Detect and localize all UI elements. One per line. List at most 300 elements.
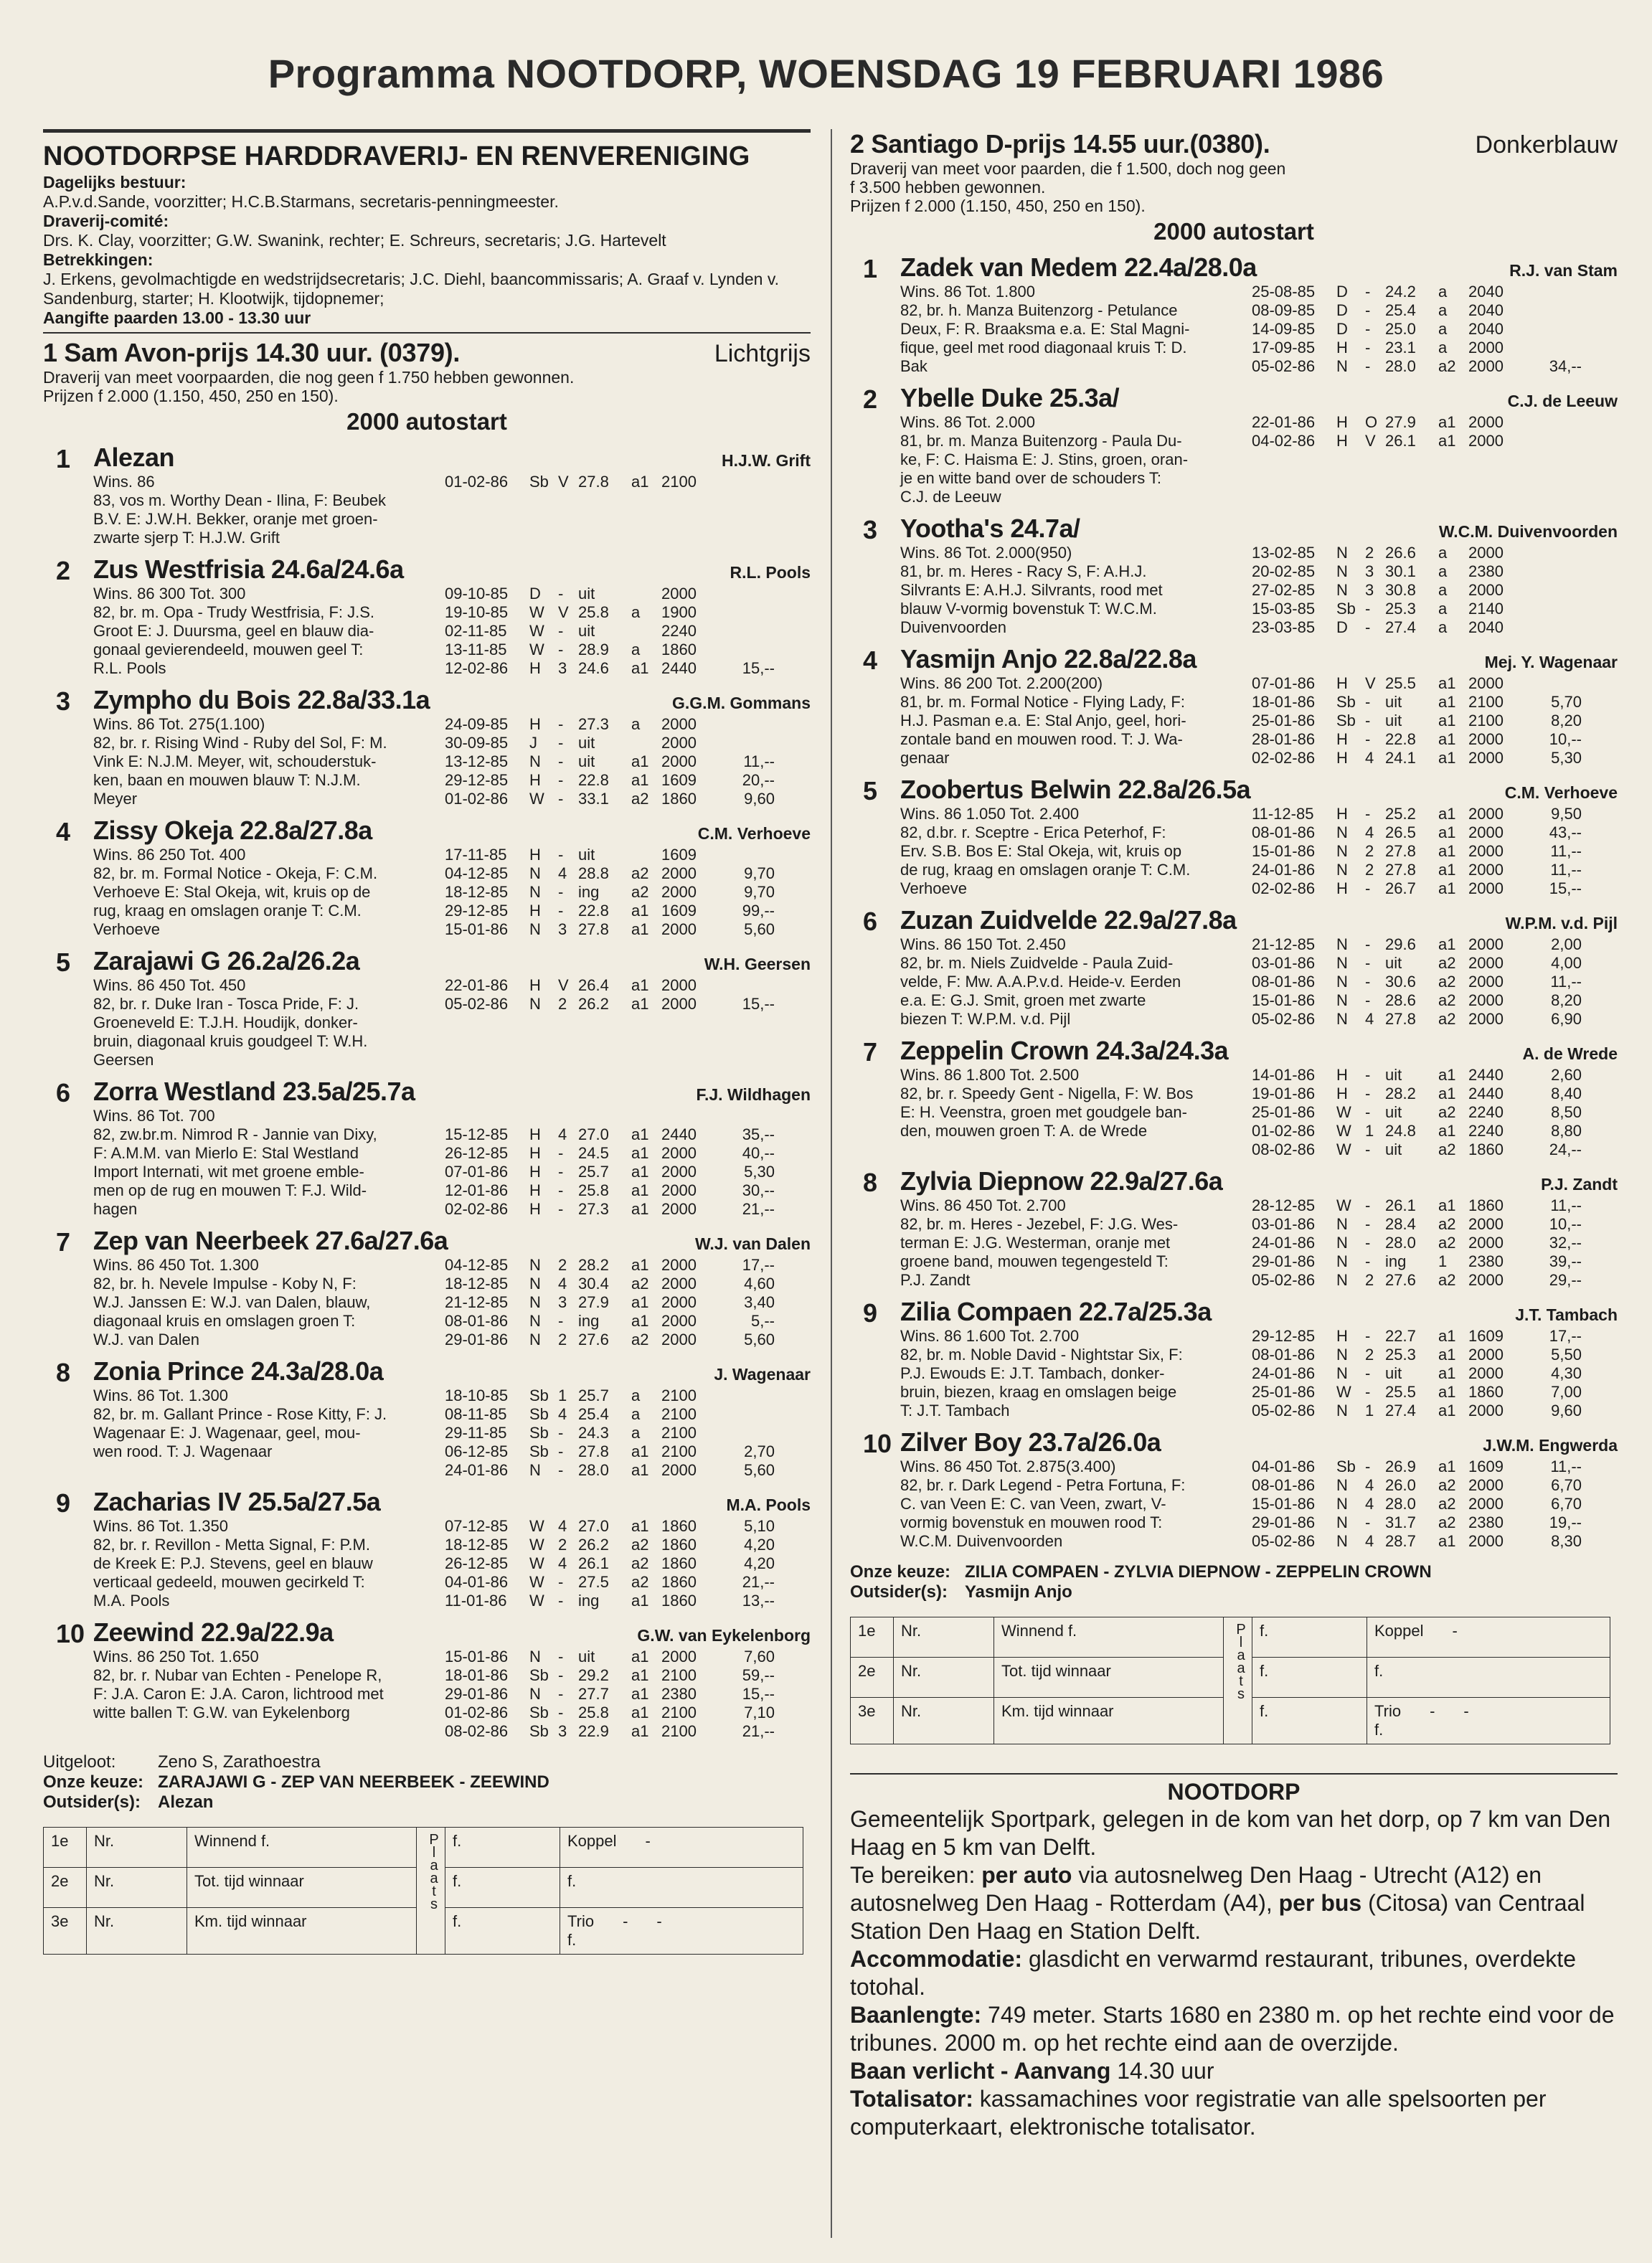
perf-time: 25.5 (1385, 1383, 1416, 1401)
performance-row (1252, 935, 1618, 954)
perf-position: - (558, 585, 564, 603)
entry-body (900, 905, 1618, 1029)
horse-name: Zacharias IV 25.5a/27.5a (93, 1487, 381, 1516)
perf-prize: 10,-- (1549, 1215, 1582, 1233)
entry-description (93, 1256, 445, 1349)
performance-row (1252, 954, 1618, 973)
perf-distance: 2000 (1468, 357, 1504, 375)
perf-track: H (1336, 432, 1348, 450)
perf-start: a1 (1438, 805, 1456, 823)
perf-start: a1 (631, 1125, 649, 1143)
performance-table (1252, 283, 1618, 376)
association-rule (43, 129, 811, 133)
perf-track: D (1336, 320, 1348, 338)
number-label: Nr. (894, 1658, 994, 1698)
entry-details (93, 1648, 811, 1741)
perf-prize (1531, 339, 1582, 357)
description-line: Geersen (93, 1051, 154, 1069)
description-line: F: A.M.M. van Mierlo E: Stal Westland (93, 1144, 359, 1162)
perf-distance: 2000 (1468, 339, 1504, 356)
performance-table (445, 1107, 811, 1219)
perf-date (445, 1107, 529, 1125)
performance-row (445, 1517, 811, 1536)
perf-prize: 5,-- (751, 1312, 775, 1330)
perf-time: uit (1385, 1103, 1402, 1121)
perf-position: - (1365, 1196, 1371, 1214)
perf-distance: 1609 (1468, 1327, 1504, 1345)
race-entry (43, 1077, 811, 1219)
description-line: 81, br. m. Heres - Racy S, F: A.H.J. (900, 562, 1147, 580)
performance-row (1252, 1066, 1618, 1085)
perf-date: 19-01-86 (1252, 1085, 1316, 1102)
perf-position: V (558, 473, 569, 491)
perf-track: N (1336, 935, 1348, 953)
perf-distance: 2100 (661, 1722, 697, 1740)
perf-time: 24.1 (1385, 749, 1416, 767)
performance-table (445, 846, 811, 939)
entry-number: 4 (56, 817, 71, 846)
perf-time: 27.6 (578, 1331, 609, 1348)
description-line: den, mouwen groen T: A. de Wrede (900, 1122, 1148, 1140)
description-line: 82, br. h. Manza Buitenzorg - Petulance (900, 301, 1178, 319)
perf-position: - (558, 883, 564, 901)
perf-track: H (1336, 879, 1348, 897)
perf-prize (724, 976, 775, 995)
trainer-name: R.J. van Stam (1509, 261, 1618, 280)
perf-track: N (1336, 544, 1348, 562)
trio-cell (1367, 1698, 1610, 1744)
perf-date: 24-01-86 (1252, 861, 1316, 879)
entry-header (93, 1617, 811, 1648)
perf-date: 07-01-86 (445, 1163, 509, 1181)
description-line: Wins. 86 Tot. 1.300 (93, 1386, 228, 1404)
perf-time: ing (578, 1592, 600, 1610)
assoc-label-aangifte: Aangifte paarden 13.00 - 13.30 uur (43, 308, 311, 327)
venue-lighting (850, 2057, 1618, 2085)
description-line: Wins. 86 Tot. 275(1.100) (93, 715, 265, 733)
perf-date: 15-01-86 (1252, 991, 1316, 1009)
performance-row (1252, 432, 1618, 450)
trainer-name: C.M. Verhoeve (1504, 783, 1618, 802)
entry-header (93, 1226, 811, 1256)
withdrawn-line (43, 1752, 811, 1772)
entry-number: 6 (863, 907, 878, 936)
perf-start: a1 (1438, 1196, 1456, 1214)
left-column (43, 129, 811, 1955)
description-line: Wins. 86 Tot. 2.000 (900, 413, 1035, 431)
perf-track: W (529, 1536, 544, 1554)
assoc-label-comite: Draverij-comité: (43, 212, 169, 230)
perf-prize (724, 641, 775, 659)
perf-distance: 2000 (1468, 879, 1504, 897)
perf-prize: 20,-- (742, 771, 775, 789)
description-line: hagen (93, 1200, 138, 1218)
perf-time: 27.8 (578, 1442, 609, 1460)
performance-row (1252, 1215, 1618, 1234)
race-entry (850, 644, 1618, 767)
perf-prize: 17,-- (1549, 1327, 1582, 1345)
performance-row (445, 976, 811, 995)
race-picks (43, 1752, 811, 1813)
perf-distance: 1860 (661, 1536, 697, 1554)
entry-header (93, 1077, 811, 1107)
perf-date: 04-02-86 (1252, 432, 1316, 450)
race-condition-line: Prijzen f 2.000 (1.150, 450, 250 en 150). (850, 197, 1146, 215)
perf-start (631, 1107, 661, 1125)
verlicht-label: Baan verlicht - Aanvang (850, 2058, 1111, 2084)
perf-prize: 9,50 (1551, 805, 1582, 823)
performance-row (445, 585, 811, 603)
description-line: blauw V-vormig bovenstuk T: W.C.M. (900, 600, 1157, 618)
withdrawn-label: Uitgeloot: (43, 1752, 116, 1772)
perf-date: 07-01-86 (1252, 674, 1316, 692)
race-2 (850, 129, 1618, 1744)
performance-row (445, 920, 811, 939)
perf-start: a1 (1438, 674, 1456, 692)
perf-prize: 10,-- (1549, 730, 1582, 748)
entry-description (900, 935, 1252, 1029)
performance-row (1252, 600, 1618, 618)
perf-time: 28.6 (1385, 991, 1416, 1009)
perf-position: - (1365, 1364, 1371, 1382)
perf-track: N (1336, 1402, 1348, 1419)
perf-date: 23-03-85 (1252, 618, 1316, 636)
race-entry (43, 816, 811, 939)
perf-track: N (1336, 1495, 1348, 1513)
description-line: Wins. 86 Tot. 700 (93, 1107, 215, 1125)
trainer-name: R.L. Pools (730, 563, 811, 582)
entry-header (93, 1487, 811, 1517)
perf-track: W (529, 1554, 544, 1572)
entry-number: 6 (56, 1078, 71, 1107)
perf-date: 24-01-86 (445, 1461, 509, 1479)
perf-date: 08-02-86 (1252, 1140, 1316, 1158)
winner-label: Winnend f. (994, 1617, 1224, 1658)
trainer-name: G.G.M. Gommans (672, 694, 811, 712)
accom-text: glasdicht en verwarmd restaurant, tribunes, overdekte totohal. (850, 1946, 1576, 2000)
right-column (850, 129, 1618, 2141)
perf-date: 08-11-85 (445, 1405, 507, 1423)
description-line: terman E: J.G. Westerman, oranje met (900, 1234, 1171, 1252)
perf-position: - (558, 1312, 564, 1330)
performance-row (1252, 1458, 1618, 1476)
perf-time: 30.8 (1385, 581, 1416, 599)
perf-date: 15-12-85 (445, 1125, 509, 1143)
performance-row (445, 1275, 811, 1293)
perf-position: 1 (1365, 1402, 1374, 1419)
perf-distance: 1860 (661, 1554, 697, 1572)
perf-distance: 2000 (1468, 581, 1504, 599)
third-place-label: 3e (44, 1908, 87, 1955)
perf-start: a1 (1438, 1327, 1456, 1345)
perf-distance: 1860 (661, 641, 697, 658)
reach-bus-label: per bus (1278, 1890, 1362, 1916)
perf-distance: 1609 (661, 771, 697, 789)
perf-prize (1531, 544, 1582, 562)
perf-time: 28.4 (1385, 1215, 1416, 1233)
perf-prize: 35,-- (742, 1125, 775, 1143)
description-line: Wins. 86 150 Tot. 2.450 (900, 935, 1066, 953)
perf-start: a1 (631, 1181, 649, 1199)
performance-row (1252, 1476, 1618, 1495)
perf-time: 28.0 (1385, 357, 1416, 375)
entry-description (900, 1327, 1252, 1420)
description-line: 82, br. r. Duke Iran - Tosca Pride, F: J. (93, 995, 359, 1013)
perf-prize: 11,-- (1550, 973, 1582, 991)
description-line: genaar (900, 749, 950, 767)
description-line: Verhoeve (93, 920, 160, 938)
description-line: zwarte sjerp T: H.J.W. Grift (93, 529, 280, 547)
perf-time: 22.9 (578, 1722, 609, 1740)
horse-name: Zorra Westland 23.5a/25.7a (93, 1077, 415, 1106)
performance-row (445, 1163, 811, 1181)
perf-position: - (1365, 600, 1371, 618)
performance-row (445, 846, 811, 864)
perf-start: a2 (1438, 1476, 1456, 1494)
perf-date: 15-01-86 (1252, 1495, 1316, 1513)
description-line: Wins. 86 1.600 Tot. 2.700 (900, 1327, 1080, 1345)
race-condition-line: Draverij van meet voor paarden, die f 1.500, doch nog geen (850, 159, 1286, 178)
perf-time: 27.9 (578, 1293, 609, 1311)
entry-details (93, 1107, 811, 1219)
perf-date: 13-02-85 (1252, 544, 1316, 562)
entry-number: 1 (56, 444, 71, 473)
assoc-text-bestuur: A.P.v.d.Sande, voorzitter; H.C.B.Starmans, secretaris-penningmeester. (43, 192, 559, 211)
perf-prize (1531, 413, 1582, 432)
reach-bus-text: (Citosa) van Centraal Station Den Haag en Station Delft. (850, 1890, 1585, 1944)
perf-track: Sb (529, 1442, 549, 1460)
perf-time: uit (578, 734, 595, 752)
performance-row (445, 603, 811, 622)
perf-distance: 2440 (1468, 1066, 1504, 1084)
perf-start: a1 (631, 1648, 649, 1666)
perf-track: Sb (529, 1704, 549, 1721)
description-line: M.A. Pools (93, 1592, 170, 1610)
perf-start: a1 (1438, 1402, 1456, 1419)
perf-track: H (529, 1200, 541, 1218)
perf-prize (724, 1424, 775, 1442)
perf-distance: 2100 (661, 1405, 697, 1423)
perf-distance: 1860 (1468, 1140, 1504, 1158)
race-entry (43, 1226, 811, 1349)
total-time-label: Tot. tijd winnaar (994, 1658, 1224, 1698)
performance-row (1252, 283, 1618, 301)
perf-time: 25.4 (1385, 301, 1416, 319)
race-title: 1 Sam Avon-prijs 14.30 uur. (0379). (43, 338, 461, 367)
perf-position: 4 (1365, 1495, 1374, 1513)
perf-time: ing (578, 1312, 600, 1330)
outsider-line (850, 1582, 1618, 1602)
perf-position: 4 (1365, 823, 1374, 841)
perf-distance: 2000 (661, 1461, 697, 1479)
perf-time: 25.7 (578, 1386, 609, 1404)
description-line: W.J. Janssen E: W.J. van Dalen, blauw, (93, 1293, 371, 1311)
perf-prize: 5,50 (1551, 1346, 1582, 1364)
perf-start: a (631, 1386, 641, 1404)
race-title: 2 Santiago D-prijs 14.55 uur.(0380). (850, 129, 1270, 159)
perf-date: 30-09-85 (445, 734, 509, 752)
koppel-cell (560, 1828, 803, 1868)
perf-date: 08-09-85 (1252, 301, 1316, 319)
description-line: T: J.T. Tambach (900, 1402, 1010, 1419)
perf-track: N (529, 1256, 541, 1274)
perf-start: a2 (1438, 1140, 1456, 1158)
perf-track: W (529, 790, 544, 808)
perf-date: 01-02-86 (445, 790, 509, 808)
perf-position (558, 1107, 578, 1125)
accom-label: Accommodatie: (850, 1946, 1023, 1972)
perf-start: a1 (631, 659, 649, 677)
perf-position: 3 (1365, 562, 1374, 580)
entry-details (900, 674, 1618, 767)
description-line: Silvrants E: A.H.J. Silvrants, rood met (900, 581, 1163, 599)
perf-prize: 17,-- (742, 1256, 775, 1274)
perf-position: 3 (558, 920, 567, 938)
entry-number: 10 (56, 1619, 85, 1648)
description-line: Erv. S.B. Bos E: Stal Okeja, wit, kruis op (900, 842, 1182, 860)
entry-header (900, 775, 1618, 805)
perf-distance: 2000 (661, 1275, 697, 1293)
description-line: verticaal gedeeld, mouwen gecirkeld T: (93, 1573, 365, 1591)
perf-track: Sb (529, 1666, 549, 1684)
performance-row (1252, 1513, 1618, 1532)
description-line: 82, br. m. Niels Zuidvelde - Paula Zuid- (900, 954, 1174, 972)
performance-row (445, 1181, 811, 1200)
perf-date: 02-11-85 (445, 622, 507, 640)
perf-start: a1 (1438, 935, 1456, 953)
perf-track: N (1336, 823, 1348, 841)
koppel-label: Koppel (567, 1832, 617, 1850)
perf-time: 24.8 (1385, 1122, 1416, 1140)
race-entry (850, 252, 1618, 376)
perf-date: 25-01-86 (1252, 1103, 1316, 1121)
perf-position: - (1365, 301, 1371, 319)
performance-row (1252, 581, 1618, 600)
withdrawn-value: Zeno S, Zarathoestra (158, 1752, 321, 1772)
perf-time: 30.4 (578, 1275, 609, 1293)
perf-prize: 19,-- (1549, 1513, 1582, 1531)
perf-prize (724, 585, 775, 603)
trainer-name: Mej. Y. Wagenaar (1484, 653, 1618, 671)
performance-row (1252, 749, 1618, 767)
entry-number: 8 (56, 1358, 71, 1387)
entry-body (93, 685, 811, 808)
race-entry (850, 1166, 1618, 1290)
perf-distance: 2100 (1468, 712, 1504, 729)
perf-position: - (1365, 1103, 1371, 1121)
perf-start: a1 (631, 473, 649, 491)
entry-description (93, 846, 445, 939)
perf-track: W (1336, 1103, 1351, 1121)
perf-distance: 2000 (1468, 432, 1504, 450)
koppel-currency: f. (560, 1868, 803, 1908)
perf-start: a2 (631, 1554, 649, 1572)
performance-row (445, 1648, 811, 1666)
entry-description (900, 283, 1252, 376)
perf-date: 17-09-85 (1252, 339, 1316, 356)
perf-track: D (1336, 283, 1348, 301)
first-place-label: 1e (851, 1617, 894, 1658)
pick-label: Onze keuze: (43, 1772, 144, 1792)
first-place-label: 1e (44, 1828, 87, 1868)
perf-track: W (1336, 1196, 1351, 1214)
perf-track: W (529, 641, 544, 658)
perf-position: - (1365, 935, 1371, 953)
description-line: P.J. Zandt (900, 1271, 971, 1289)
currency-label: f. (445, 1868, 560, 1908)
description-line: 82, br. h. Nevele Impulse - Koby N, F: (93, 1275, 357, 1293)
perf-date: 12-02-86 (445, 659, 509, 677)
race-entry (850, 1427, 1618, 1551)
perf-position: 3 (1365, 581, 1374, 599)
perf-track: N (1336, 1476, 1348, 1494)
perf-time: 26.1 (578, 1554, 609, 1572)
perf-distance: 2440 (661, 1125, 697, 1143)
perf-time: 27.6 (1385, 1271, 1416, 1289)
perf-time: uit (1385, 1140, 1402, 1158)
performance-row (1252, 544, 1618, 562)
perf-distance: 2000 (661, 1293, 697, 1311)
outsider-label: Outsider(s): (850, 1582, 948, 1602)
perf-start: a1 (631, 1163, 649, 1181)
performance-row (1252, 879, 1618, 898)
horse-name: Zylvia Diepnow 22.9a/27.6a (900, 1166, 1223, 1196)
perf-prize: 4,00 (1551, 954, 1582, 972)
perf-track (529, 1107, 558, 1125)
description-line: 82, br. r. Nubar van Echten - Penelope R, (93, 1666, 382, 1684)
perf-position: - (1365, 693, 1371, 711)
performance-row (445, 1442, 811, 1461)
performance-row (1252, 1103, 1618, 1122)
perf-date: 18-12-85 (445, 1536, 509, 1554)
baan-text: 749 meter. Starts 1680 en 2380 m. op het rechte eind voor de tribunes. 2000 m. op het rechte eind aan de overzijde. (850, 2002, 1615, 2056)
perf-distance: 2380 (1468, 1252, 1504, 1270)
perf-start: a1 (631, 995, 649, 1013)
perf-time: 27.0 (578, 1517, 609, 1535)
entry-number: 1 (863, 254, 878, 283)
trainer-name: M.A. Pools (726, 1496, 811, 1514)
performance-row (1252, 357, 1618, 376)
reach-auto-text: via autosnelweg Den Haag - Utrecht (A12) en autosnelweg Den Haag - Rotterdam (A4), (850, 1862, 1542, 1916)
perf-position: - (558, 1200, 564, 1218)
page-title: Programma NOOTDORP, WOENSDAG 19 FEBRUARI 1986 (268, 51, 1384, 96)
description-line: Wins. 86 250 Tot. 1.650 (93, 1648, 259, 1666)
perf-time: 29.2 (578, 1666, 609, 1684)
entry-description (93, 715, 445, 808)
perf-position: - (558, 1573, 564, 1591)
trainer-name: F.J. Wildhagen (696, 1085, 811, 1104)
pick-value: ZILIA COMPAEN - ZYLVIA DIEPNOW - ZEPPELIN CROWN (965, 1562, 1432, 1582)
perf-distance: 2000 (1468, 954, 1504, 972)
perf-position: 4 (1365, 1476, 1374, 1494)
perf-date: 29-01-86 (445, 1685, 509, 1703)
performance-row (1252, 301, 1618, 320)
perf-start: a1 (631, 1685, 649, 1703)
perf-prize: 32,-- (1549, 1234, 1582, 1252)
performance-row (445, 641, 811, 659)
entry-description (900, 544, 1252, 637)
perf-prize: 2,00 (1551, 935, 1582, 953)
perf-prize: 7,10 (744, 1704, 775, 1721)
perf-position: 2 (558, 1331, 567, 1348)
perf-track: N (529, 995, 541, 1013)
perf-distance: 2040 (1468, 320, 1504, 338)
perf-time: 27.4 (1385, 1402, 1416, 1419)
perf-distance: 2040 (1468, 283, 1504, 301)
perf-date: 03-01-86 (1252, 1215, 1316, 1233)
perf-prize: 21,-- (742, 1722, 775, 1740)
perf-distance: 2000 (661, 734, 697, 752)
